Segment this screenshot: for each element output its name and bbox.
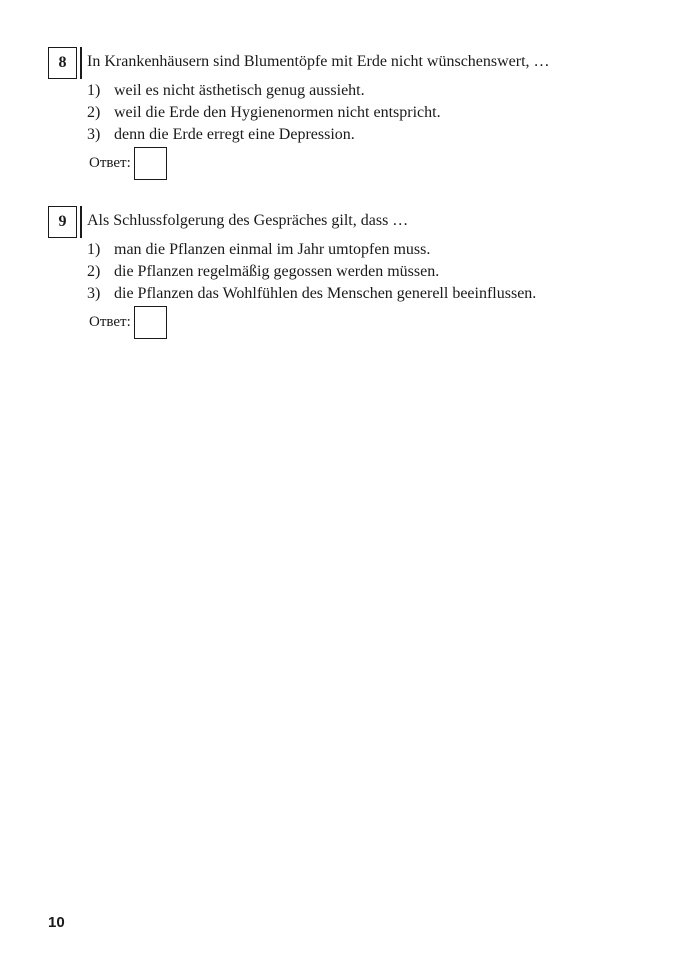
task-number-box: [48, 47, 77, 79]
option-text: denn die Erde erregt eine Depression.: [114, 126, 355, 143]
divider-line: [80, 206, 82, 238]
question-text: In Krankenhäusern sind Blumentöpfe mit Erde nicht wünschenswert, …: [87, 53, 550, 70]
option-item: [87, 124, 441, 146]
answer-row: [89, 306, 167, 339]
options-list: [87, 80, 441, 146]
options-list: [87, 239, 536, 305]
option-item: [87, 261, 536, 283]
option-item: [87, 283, 536, 305]
option-text: die Pflanzen das Wohlfühlen des Menschen generell beeinflussen.: [114, 285, 537, 302]
option-number: 1): [87, 241, 101, 258]
task-number: 9: [58, 213, 67, 230]
option-number: 2): [87, 104, 101, 121]
option-text: weil die Erde den Hygienenormen nicht entspricht.: [114, 104, 441, 121]
option-item: [87, 80, 441, 102]
option-number: 3): [87, 285, 101, 302]
answer-row: [89, 147, 167, 180]
option-text: die Pflanzen regelmäßig gegossen werden müssen.: [114, 263, 440, 280]
answer-label: Ответ:: [89, 314, 131, 330]
answer-label: Ответ:: [89, 155, 131, 171]
answer-box[interactable]: [134, 306, 167, 339]
option-number: 1): [87, 82, 101, 99]
divider-line: [80, 47, 82, 79]
answer-box[interactable]: [134, 147, 167, 180]
option-text: man die Pflanzen einmal im Jahr umtopfen muss.: [114, 241, 431, 258]
page-number: 10: [48, 914, 65, 931]
task-number-box: [48, 206, 77, 238]
option-text: weil es nicht ästhetisch genug aussieht.: [114, 82, 365, 99]
option-number: 3): [87, 126, 101, 143]
option-item: [87, 239, 536, 261]
task-number: 8: [58, 54, 67, 71]
question-text: Als Schlussfolgerung des Gespräches gilt, dass …: [87, 212, 409, 229]
option-number: 2): [87, 263, 101, 280]
option-item: [87, 102, 441, 124]
